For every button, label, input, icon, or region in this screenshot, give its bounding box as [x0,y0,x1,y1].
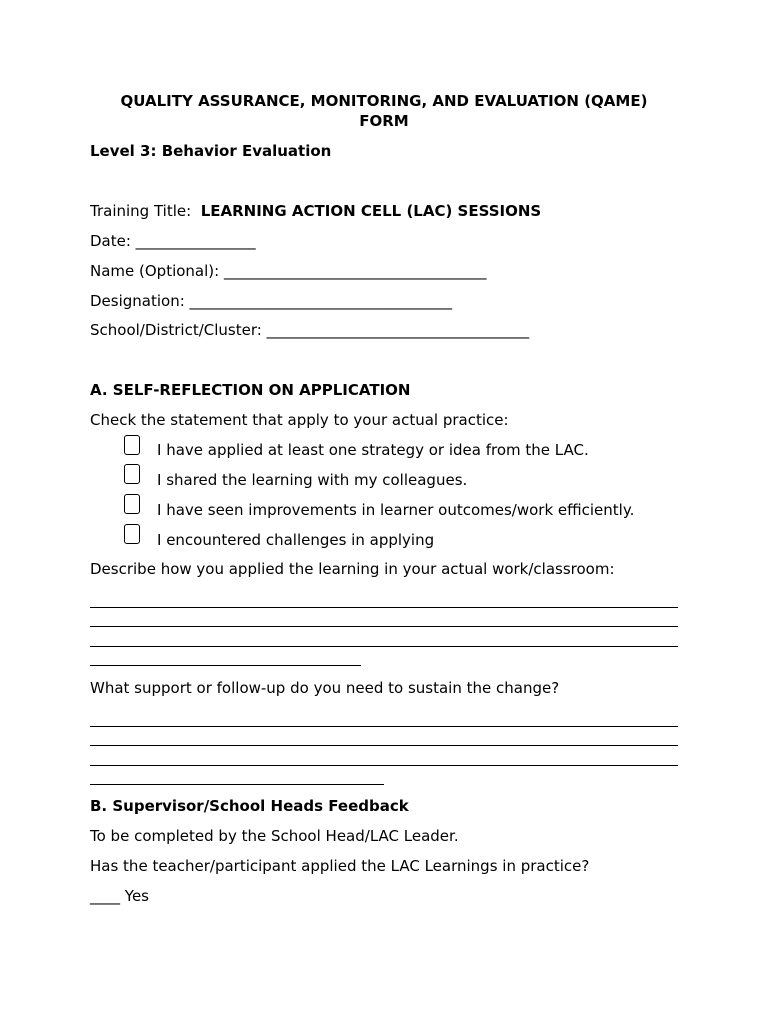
checkbox-label-seen-improvements: I have seen improvements in learner outcomes/work efficiently. [157,501,635,519]
designation-field[interactable]: Designation: ___________________________________ [90,292,453,310]
section-a-heading: A. SELF-REFLECTION ON APPLICATION [90,381,411,399]
checkbox-shared-learning[interactable] [124,464,140,484]
section-b-note: To be completed by the School Head/LAC Leader. [90,827,459,845]
answer-line[interactable] [90,745,678,746]
yes-option[interactable]: ____ Yes [90,887,149,905]
question-describe-application: Describe how you applied the learning in your actual work/classroom: [90,560,615,578]
answer-line[interactable] [90,607,678,608]
answer-line[interactable] [90,646,678,647]
level-heading: Level 3: Behavior Evaluation [90,142,332,160]
checkbox-seen-improvements[interactable] [124,494,140,514]
training-title-value: LEARNING ACTION CELL (LAC) SESSIONS [200,202,542,220]
training-title-field [90,201,541,221]
checkbox-label-encountered-challenges: I encountered challenges in applying [157,531,435,549]
answer-line[interactable] [90,726,678,727]
form-title-line-2: FORM [359,112,409,130]
checkbox-label-shared-learning: I shared the learning with my colleagues. [157,471,468,489]
date-field[interactable]: Date: ________________ [90,232,256,250]
answer-line[interactable] [90,665,361,666]
answer-line[interactable] [90,626,678,627]
training-title-label: Training Title: [90,202,192,220]
checklist-instruction: Check the statement that apply to your actual practice: [90,411,509,429]
question-support-needed: What support or follow-up do you need to sustain the change? [90,679,560,697]
checkbox-label-applied-strategy: I have applied at least one strategy or idea from the LAC. [157,441,589,459]
school-field[interactable]: School/District/Cluster: ___________________________________ [90,321,530,339]
checkbox-applied-strategy[interactable] [124,435,140,455]
answer-line[interactable] [90,765,678,766]
answer-line[interactable] [90,784,384,785]
checkbox-encountered-challenges[interactable] [124,524,140,544]
section-b-heading: B. Supervisor/School Heads Feedback [90,797,409,815]
form-title-line-1: QUALITY ASSURANCE, MONITORING, AND EVALUATION (QAME) [120,92,648,110]
section-b-question: Has the teacher/participant applied the LAC Learnings in practice? [90,857,590,875]
name-field[interactable]: Name (Optional): ___________________________________ [90,262,487,280]
